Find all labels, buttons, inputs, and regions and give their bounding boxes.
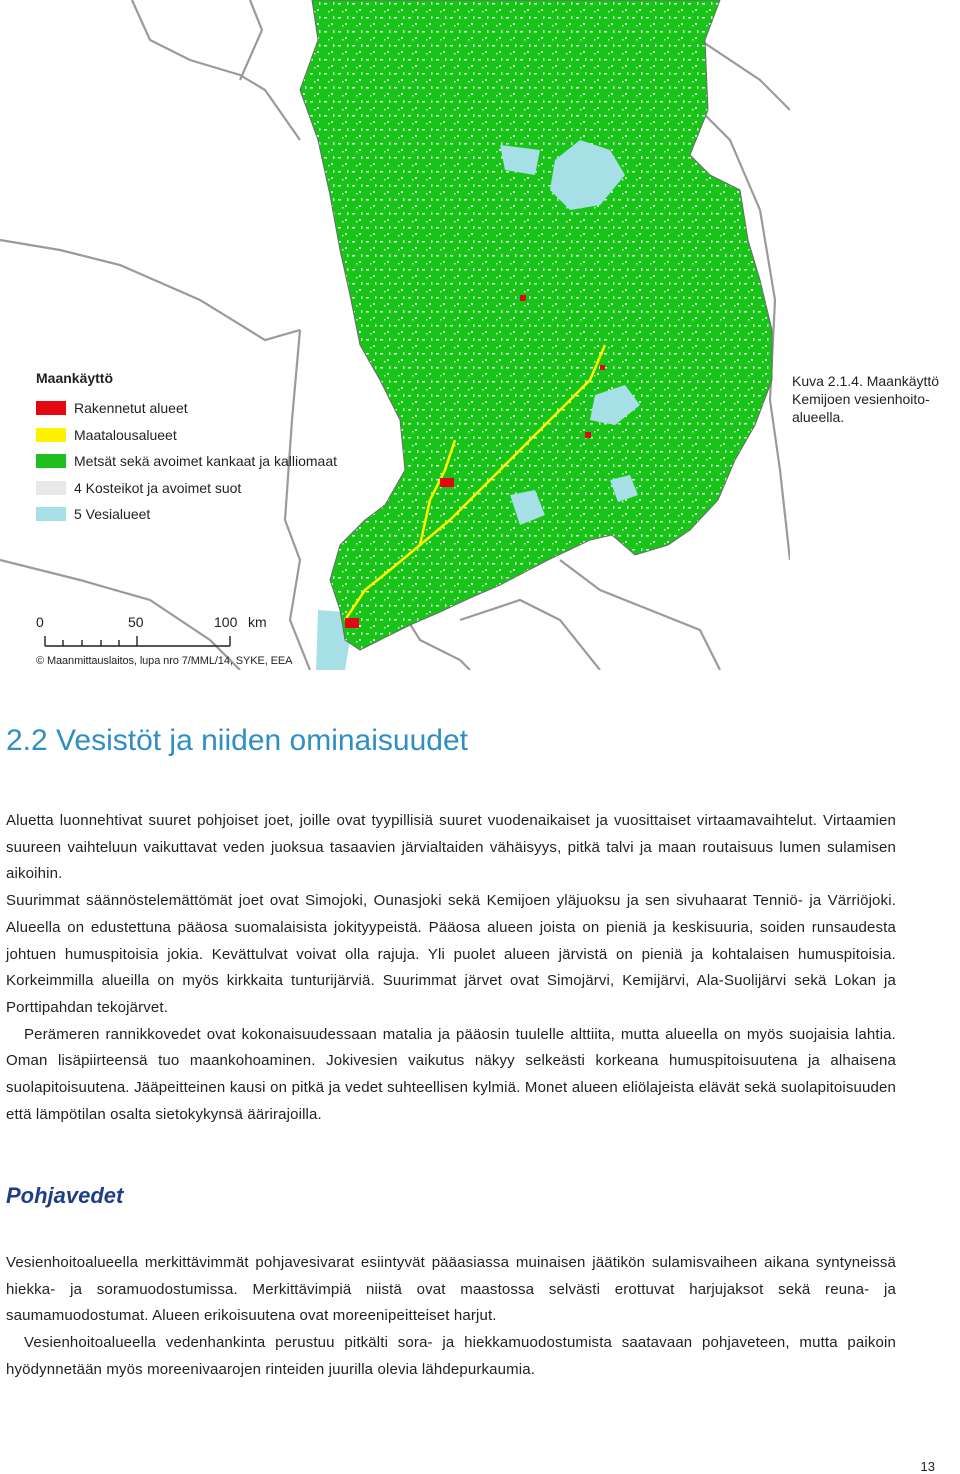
paragraph: Vesienhoitoalueella vedenhankinta perustuu pitkälti sora- ja hiekkamuodostumista saatavaan pohjaveteen, mutta paikoin hyödynnetään myös moreenivaarojen rinteiden juurilla olevia lähdepurkaumia. (6, 1334, 896, 1378)
subsection-body (6, 1250, 896, 1384)
paragraph: Perämeren rannikkovedet ovat kokonaisuudessaan matalia ja pääosin tuulelle alttiita, mutta alueella on myös suojaisia lahtia. Oman lisäpiirteensä tuo maankohoaminen. Jokivesien vaikutus näkyy selkeästi korkeana humuspitoisuutena ja alhaisena suolapitoisuutena. Jääpeitteinen kausi on pitkä ja vedet suhteellisen kylmiä. Monet alueen eliölajeista elävät sekä suolapitoisuuden että lämpötilan osalta sietokykynsä äärirajoilla. (6, 1025, 896, 1123)
river-basin-region (300, 0, 772, 650)
section-body (6, 808, 896, 1128)
legend-label: 4 Kosteikot ja avoimet suot (74, 479, 242, 496)
scale-label: km (248, 614, 267, 630)
map-legend (36, 370, 396, 528)
legend-item (36, 475, 396, 502)
page-number: 13 (920, 1459, 935, 1474)
legend-swatch-water (36, 507, 66, 521)
legend-item (36, 422, 396, 449)
legend-label: 5 Vesialueet (74, 506, 151, 523)
paragraph: Suurimmat säännöstelemättömät joet ovat Simojoki, Ounasjoki sekä Kemijoen yläjuoksu ja sen sivuhaarat Tenniö- ja Värriöjoki. Alueella on edustettuna pääosa suomalaisista jokityypeistä. Pääosa alueen joista on pieniä ja keskisuuria, soiden runsaudesta johtuen humuspitoisia jokia. Kevättulvat voivat olla rajuja. Yli puolet alueen järvistä on pieniä ja kohtalaisen humuspitoisia. Korkeimmilla alueilla on myös kirkkaita tunturijärviä. Suurimmat järvet ovat Simojärvi, Kemijärvi, Ala-Suolijärvi sekä Lokan ja Porttipahdan tekojärvet. (6, 892, 896, 1016)
legend-swatch-wetlands (36, 481, 66, 495)
legend-label: Rakennetut alueet (74, 400, 188, 417)
legend-label: Metsät sekä avoimet kankaat ja kalliomaat (74, 453, 338, 470)
paragraph: Vesienhoitoalueella merkittävimmät pohjavesivarat esiintyvät pääasiassa muinaisen jäätikön sulamisvaiheen aikana syntyneissä hiekka- ja soramuodostumissa. Merkittävimpiä niistä ovat maastossa selvästi erottuvat harjujaksot sekä reuna- ja saumamuodostumat. Alueen erikoisuutena ovat moreenipeitteiset harjut. (6, 1254, 896, 1325)
legend-label: Maatalousalueet (74, 426, 177, 443)
scale-label: 0 (36, 614, 44, 630)
scale-bar (36, 612, 296, 652)
paragraph: Aluetta luonnehtivat suuret pohjoiset joet, joille ovat tyypillisiä suuret vuodenaikaiset ja vuosittaiset virtaamavaihtelut. Virtaamien suureen vaihteluun vaikuttavat veden juoksua tasaavien järvialtaiden vähäisyys, pitkä talvi ja maan routaisuus lumen sulamisen aikoihin. (6, 812, 896, 883)
map-graphic (0, 0, 790, 670)
scale-label: 100 (214, 614, 238, 630)
scale-ruler (44, 632, 244, 652)
legend-swatch-built (36, 401, 66, 415)
legend-item (36, 395, 396, 422)
legend-title: Maankäyttö (36, 370, 114, 386)
scale-label: 50 (128, 614, 144, 630)
land-use-map (0, 0, 790, 670)
legend-item (36, 448, 396, 475)
legend-item (36, 501, 396, 528)
subsection-heading: Pohjavedet (6, 1183, 124, 1208)
figure-caption: Kuva 2.1.4. Maankäyttö Kemijoen vesienhoitoalueella. (792, 373, 940, 425)
map-credit: © Maanmittauslaitos, lupa nro 7/MML/14, SYKE, EEA (36, 655, 293, 667)
legend-swatch-forest (36, 454, 66, 468)
legend-swatch-agriculture (36, 428, 66, 442)
section-heading: 2.2 Vesistöt ja niiden ominaisuudet (6, 724, 468, 757)
